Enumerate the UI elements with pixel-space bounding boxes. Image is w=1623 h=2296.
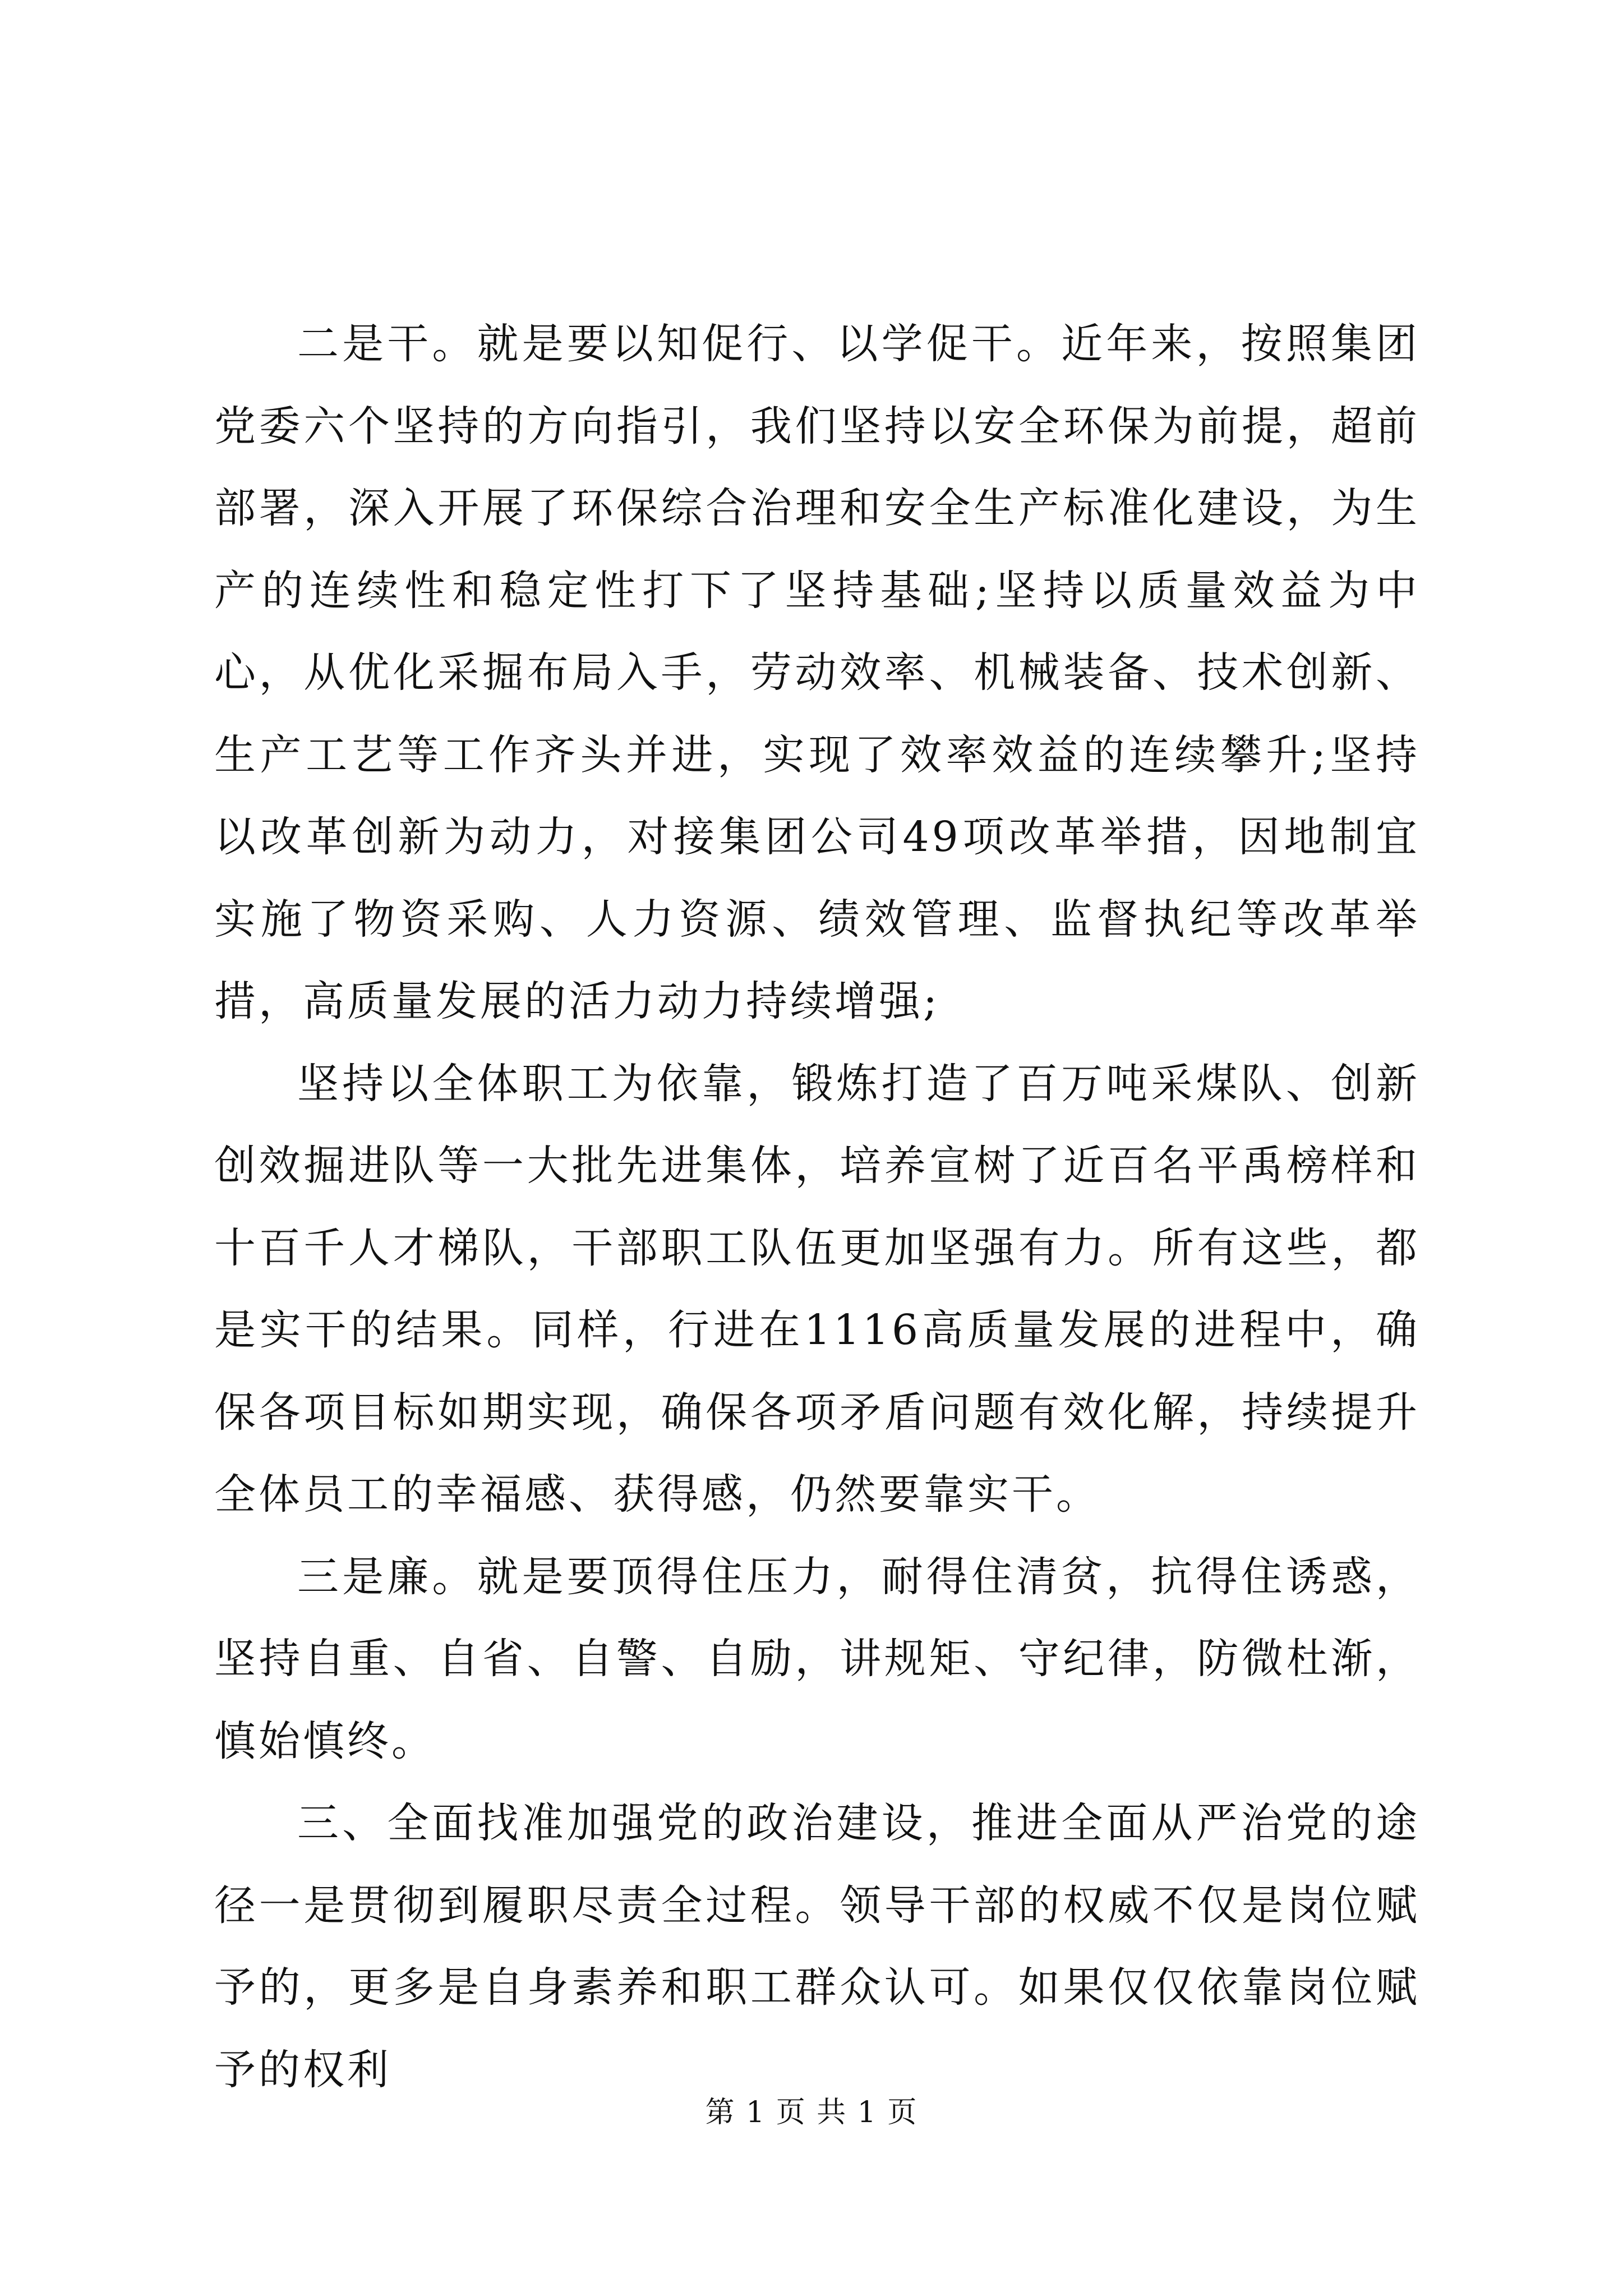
paragraph-workforce: 坚持以全体职工为依靠，锻炼打造了百万吨采煤队、创新创效掘进队等一大批先进集体，培养宣树了近百名平禹榜样和十百千人才梯队，干部职工队伍更加坚强有力。所有这些，都是实干的结果。同样，行进在1116高质量发展的进程中，确保各项目标如期实现，确保各项矛盾问题有效化解，持续提升全体员工的幸福感、获得感，仍然要靠实干。	[214, 1059, 1420, 1519]
document-body	[214, 303, 1420, 2111]
page-number-footer: 第 1 页 共 1 页	[705, 2096, 918, 2129]
paragraph-lian: 三是廉。就是要顶得住压力，耐得住清贫，抗得住诱惑，坚持自重、自省、自警、自励，讲规矩、守纪律，防微杜渐，慎始慎终。	[214, 1552, 1420, 1765]
paragraph-section-three: 三、全面找准加强党的政治建设，推进全面从严治党的途径一是贯彻到履职尽责全过程。领导干部的权威不仅是岗位赋予的，更多是自身素养和职工群众认可。如果仅仅依靠岗位赋予的权利	[214, 1799, 1420, 2094]
paragraph-gan: 二是干。就是要以知促行、以学促干。近年来，按照集团党委六个坚持的方向指引，我们坚持以安全环保为前提，超前部署，深入开展了环保综合治理和安全生产标准化建设，为生产的连续性和稳定性打下了坚持基础;坚持以质量效益为中心，从优化采掘布局入手，劳动效率、机械装备、技术创新、生产工艺等工作齐头并进，实现了效率效益的连续攀升;坚持以改革创新为动力，对接集团公司49项改革举措，因地制宜实施了物资采购、人力资源、绩效管理、监督执纪等改革举措，高质量发展的活力动力持续增强;	[214, 320, 1420, 1025]
